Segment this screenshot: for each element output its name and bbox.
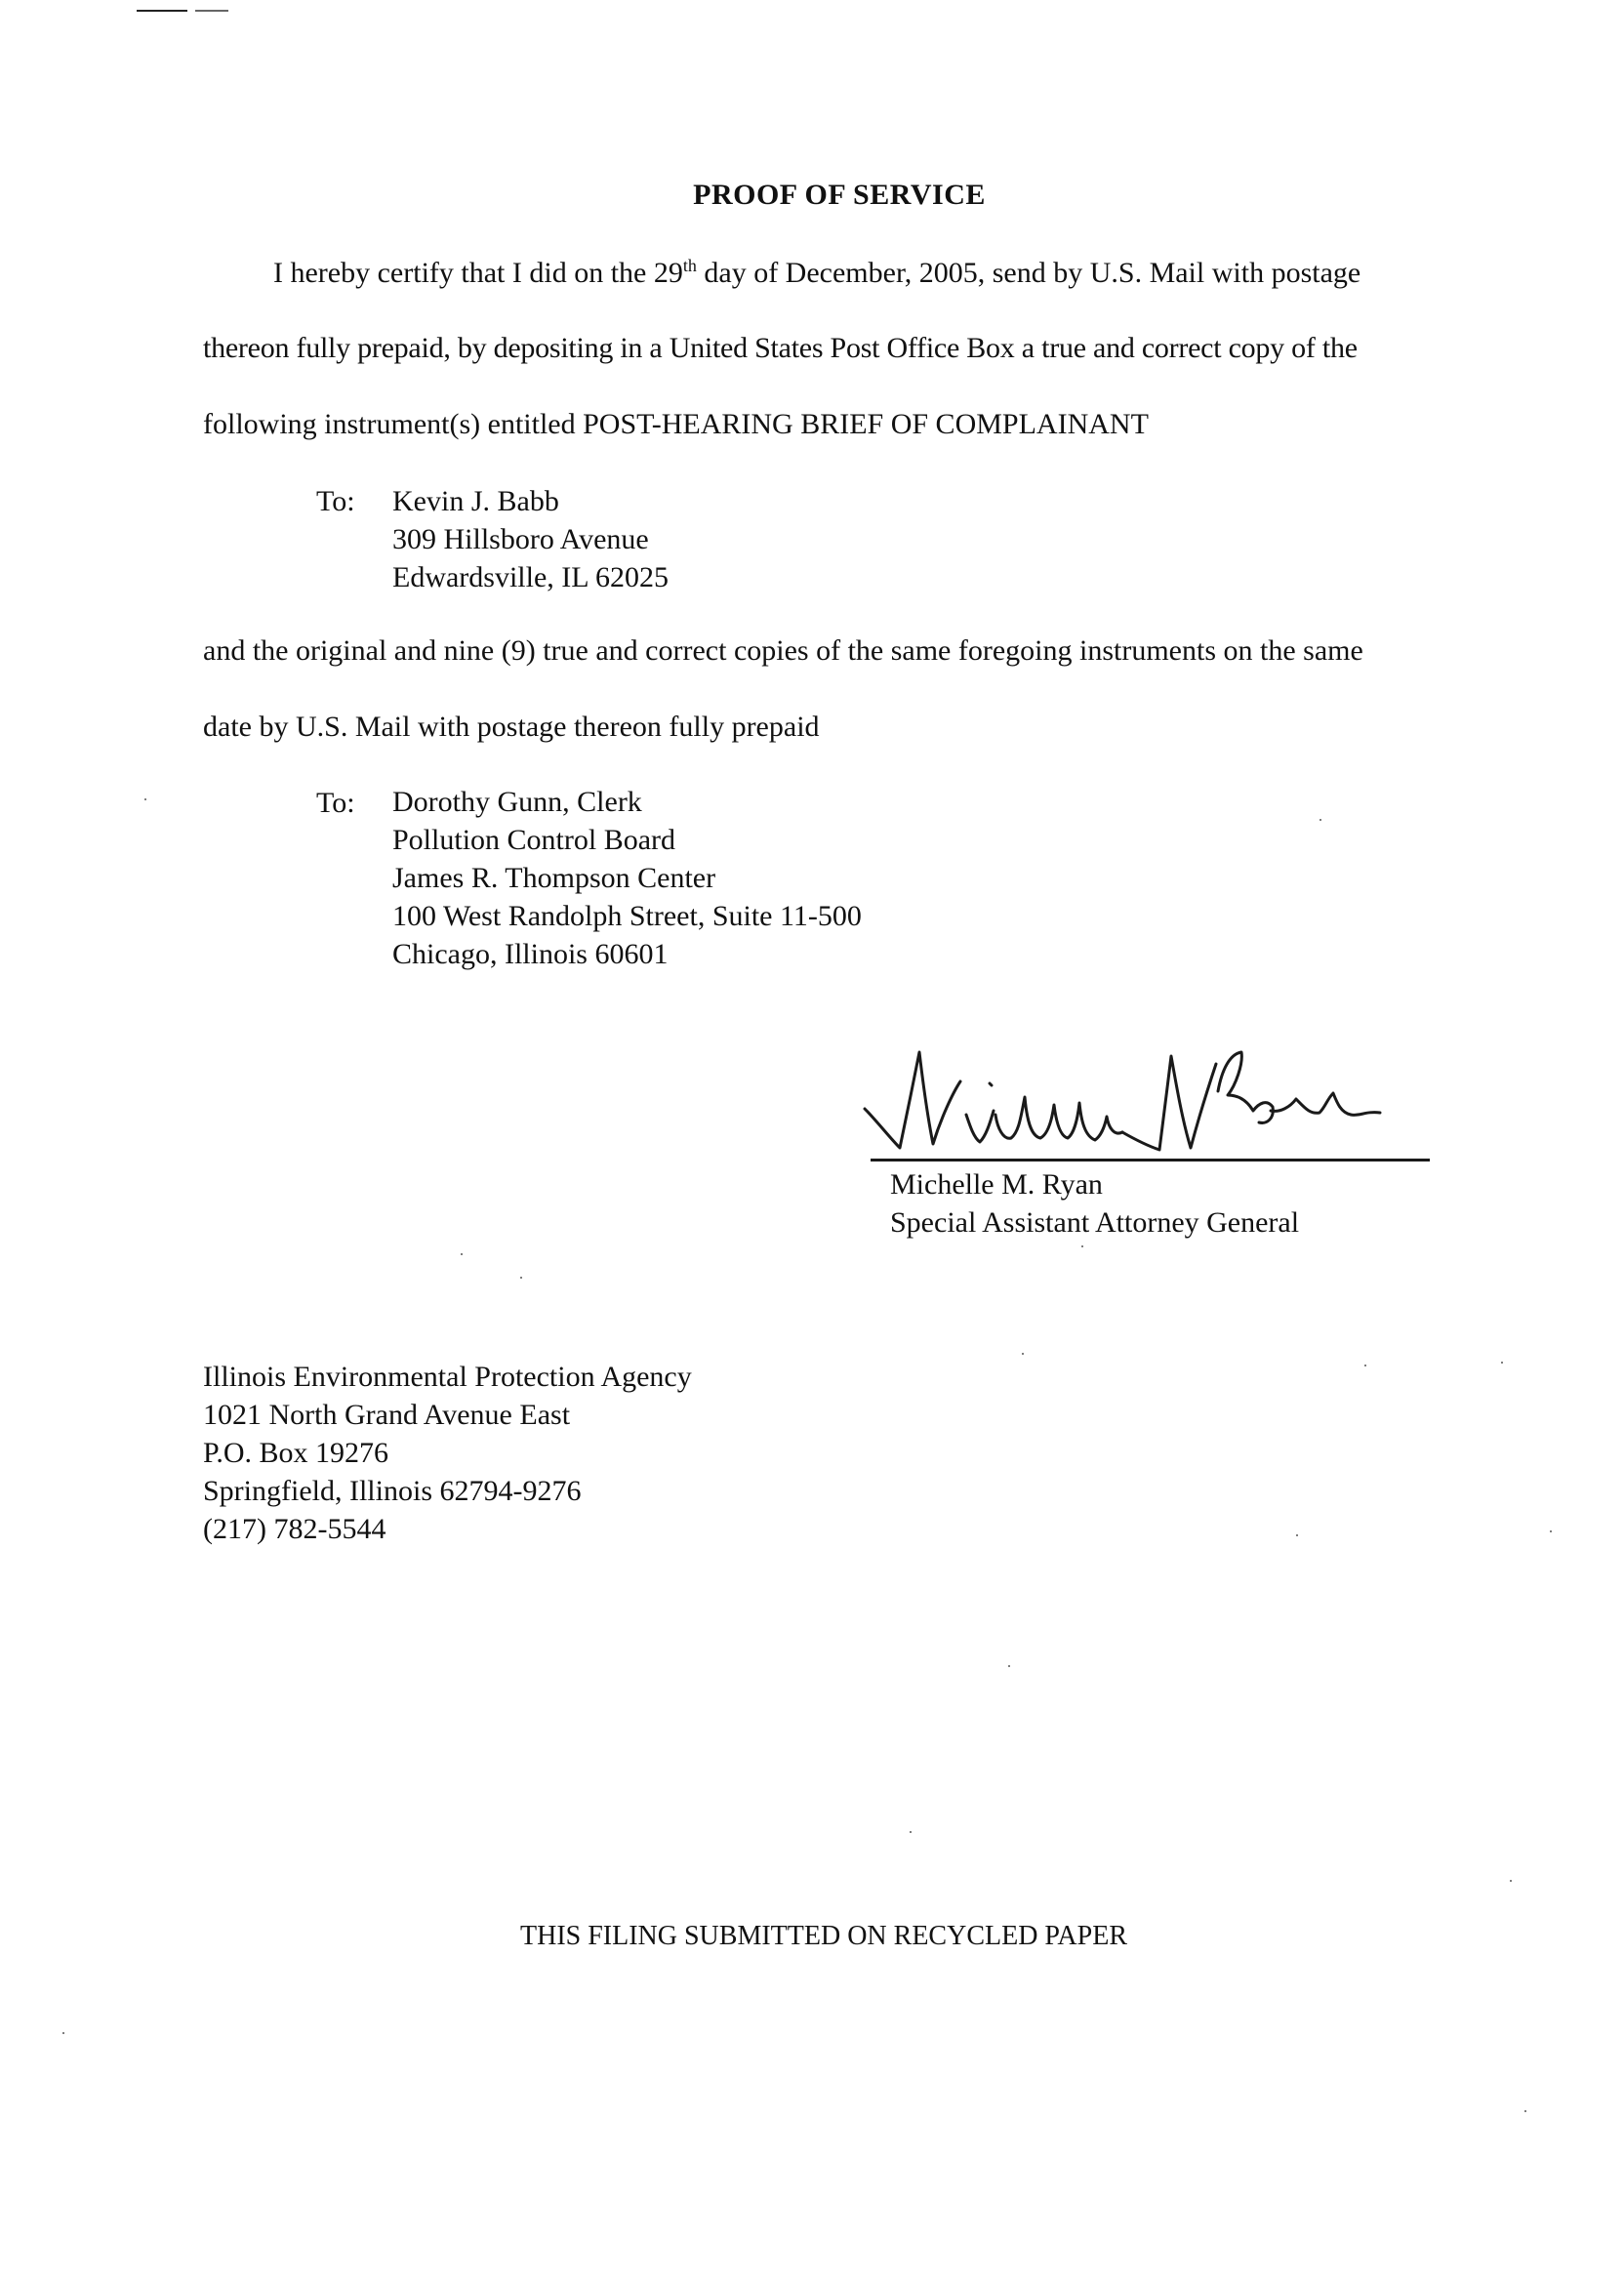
scan-speck <box>1081 1245 1083 1247</box>
scan-speck <box>461 1253 463 1255</box>
scan-speck <box>62 2032 64 2034</box>
scan-speck <box>1364 1365 1366 1366</box>
agency-address <box>203 1358 692 1548</box>
scan-speck <box>1550 1530 1552 1532</box>
paragraph-1-line-1 <box>273 256 1360 290</box>
agency-po-box: P.O. Box 19276 <box>203 1437 389 1469</box>
paragraph-2-line-1: and the original and nine (9) true and correct copies of the same foregoing instruments on the same <box>203 634 1363 667</box>
signature-line <box>871 1159 1430 1161</box>
paragraph-1-line-3: following instrument(s) entitled POST-HEARING BRIEF OF COMPLAINANT <box>203 408 1149 440</box>
signatory-title: Special Assistant Attorney General <box>890 1206 1300 1239</box>
scan-speck <box>1524 2110 1526 2112</box>
recipient-2-org: Pollution Control Board <box>392 824 676 856</box>
agency-city: Springfield, Illinois 62794-9276 <box>203 1475 582 1507</box>
paragraph-1-line-1-pre: I hereby certify that I did on the 29 <box>273 257 683 289</box>
scan-speck <box>1320 819 1321 821</box>
recipient-1-address <box>392 482 669 596</box>
signatory-name: Michelle M. Ryan <box>890 1168 1103 1201</box>
recipient-2-city: Chicago, Illinois 60601 <box>392 938 669 970</box>
agency-street: 1021 North Grand Avenue East <box>203 1399 571 1431</box>
recipient-2-to-label: To: <box>316 787 355 819</box>
scan-speck <box>1296 1534 1298 1536</box>
scan-speck <box>1501 1362 1503 1364</box>
scan-speck <box>1022 1353 1024 1355</box>
scan-speck <box>1008 1665 1010 1667</box>
scan-speck <box>144 798 146 800</box>
recipient-2-building: James R. Thompson Center <box>392 862 716 894</box>
page-title: PROOF OF SERVICE <box>693 179 986 211</box>
scan-mark <box>137 10 187 12</box>
scan-mark <box>195 10 228 12</box>
agency-name: Illinois Environmental Protection Agency <box>203 1361 692 1393</box>
recipient-1-to-label: To: <box>316 485 355 517</box>
paragraph-1-line-1-post: day of December, 2005, send by U.S. Mail with postage <box>696 257 1361 289</box>
signatory-block <box>890 1165 1299 1242</box>
recipient-2-name: Dorothy Gunn, Clerk <box>392 786 642 818</box>
recipient-1-name: Kevin J. Babb <box>392 485 559 517</box>
recycled-paper-notice: THIS FILING SUBMITTED ON RECYCLED PAPER <box>520 1921 1128 1951</box>
recipient-2-address <box>392 783 862 973</box>
handwritten-signature <box>859 1042 1425 1160</box>
recipient-1-city: Edwardsville, IL 62025 <box>392 561 669 593</box>
paragraph-1-line-2: thereon fully prepaid, by depositing in a United States Post Office Box a true and correct copy of the <box>203 332 1358 364</box>
recipient-1-street: 309 Hillsboro Avenue <box>392 523 649 555</box>
scan-speck <box>910 1831 912 1833</box>
scan-speck <box>520 1277 522 1279</box>
agency-phone: (217) 782-5544 <box>203 1513 386 1545</box>
ordinal-suffix: th <box>682 256 697 275</box>
paragraph-2-line-2: date by U.S. Mail with postage thereon fully prepaid <box>203 711 820 743</box>
recipient-2-street: 100 West Randolph Street, Suite 11-500 <box>392 900 862 932</box>
scan-speck <box>1510 1880 1512 1882</box>
